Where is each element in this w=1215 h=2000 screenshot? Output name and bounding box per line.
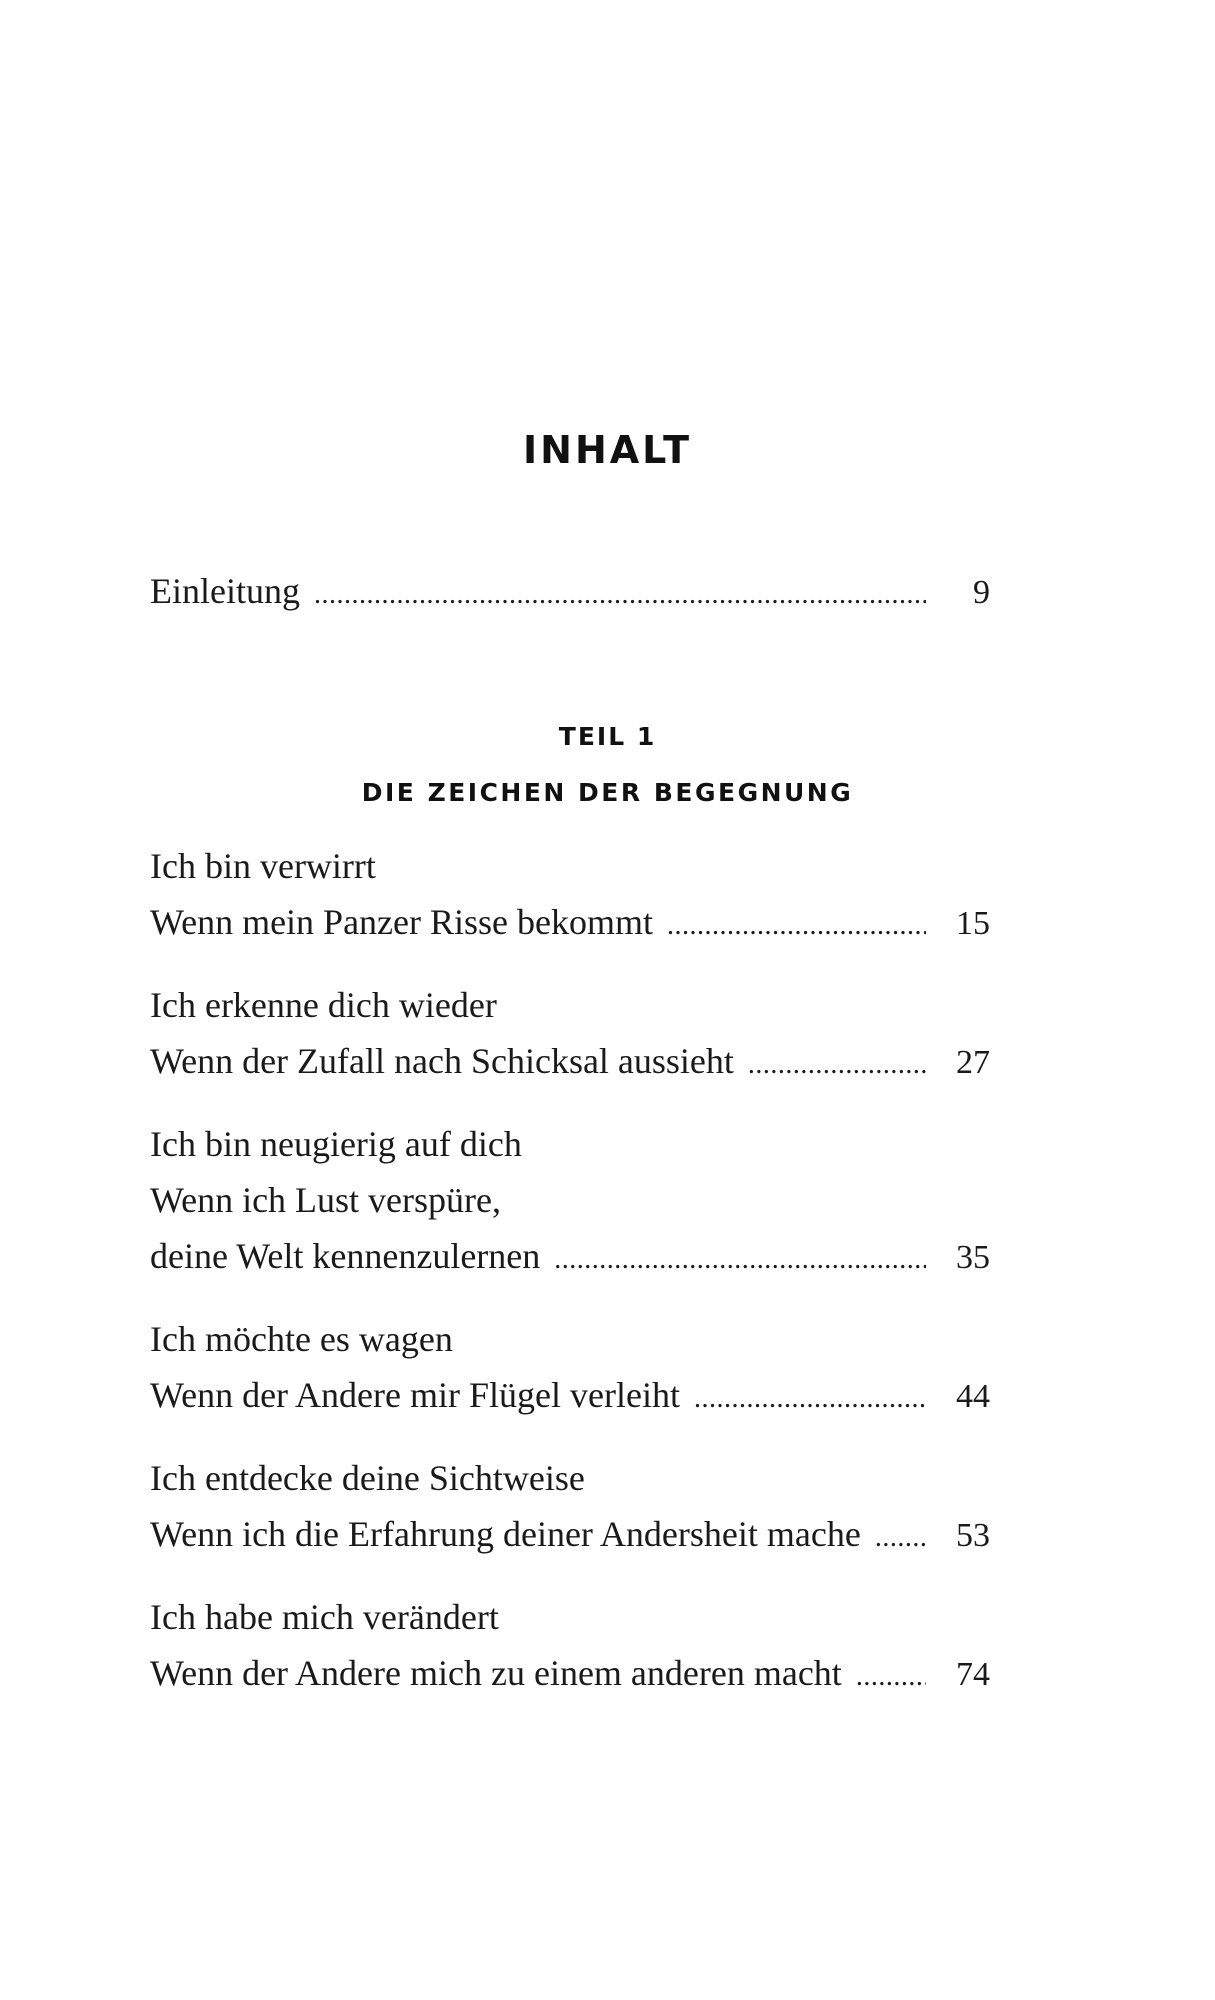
leader-dots <box>314 570 926 620</box>
toc-chapter-heading: Ich bin neugierig auf dich <box>150 1124 522 1164</box>
leader-dots <box>748 1040 926 1090</box>
toc-page-number: 9 <box>973 574 990 611</box>
toc-entry-label: deine Welt kennenzulernen <box>150 1236 541 1276</box>
toc-entry[interactable] <box>150 1370 990 1420</box>
toc-entry-label: Wenn der Andere mich zu einem anderen macht <box>150 1653 842 1693</box>
toc-page-number: 53 <box>956 1517 990 1554</box>
toc-entry-label: Wenn der Andere mir Flügel verleiht <box>150 1375 680 1415</box>
toc-page-number: 27 <box>956 1044 990 1081</box>
page-title: INHALT <box>523 428 692 472</box>
toc-chapter-heading: Ich erkenne dich wieder <box>150 985 497 1025</box>
toc-entry[interactable] <box>150 1231 990 1281</box>
toc-chapter-heading: Ich entdecke deine Sichtweise <box>150 1458 585 1498</box>
toc-entry-label: Wenn ich die Erfahrung deiner Andersheit mache <box>150 1514 861 1554</box>
toc-chapter-heading: Ich habe mich verändert <box>150 1597 499 1637</box>
toc-entry[interactable] <box>150 1036 990 1086</box>
toc-entry-intro[interactable] <box>150 566 990 616</box>
toc-chapter-heading: Ich möchte es wagen <box>150 1319 453 1359</box>
part-title: DIE ZEICHEN DER BEGEGNUNG <box>361 778 854 807</box>
toc-entry-label: Wenn mein Panzer Risse bekommt <box>150 902 653 942</box>
toc-entry[interactable] <box>150 1648 990 1698</box>
leader-dots <box>875 1513 926 1563</box>
leader-dots <box>554 1235 926 1285</box>
toc-entry[interactable] <box>150 1509 990 1559</box>
toc-entry-label: Wenn der Zufall nach Schicksal aussieht <box>150 1041 734 1081</box>
toc-entry-label: Einleitung <box>150 571 300 611</box>
leader-dots <box>694 1374 926 1424</box>
leader-dots <box>667 901 926 951</box>
toc-chapter-heading: Ich bin verwirrt <box>150 846 376 886</box>
part-label: TEIL 1 <box>558 722 657 751</box>
toc-entry-line: Wenn ich Lust verspüre, <box>150 1180 501 1220</box>
toc-page-number: 35 <box>956 1239 990 1276</box>
leader-dots <box>856 1652 926 1702</box>
toc-page-number: 74 <box>956 1656 990 1693</box>
toc-page-number: 44 <box>956 1378 990 1415</box>
toc-page-number: 15 <box>956 905 990 942</box>
toc-entry[interactable] <box>150 897 990 947</box>
